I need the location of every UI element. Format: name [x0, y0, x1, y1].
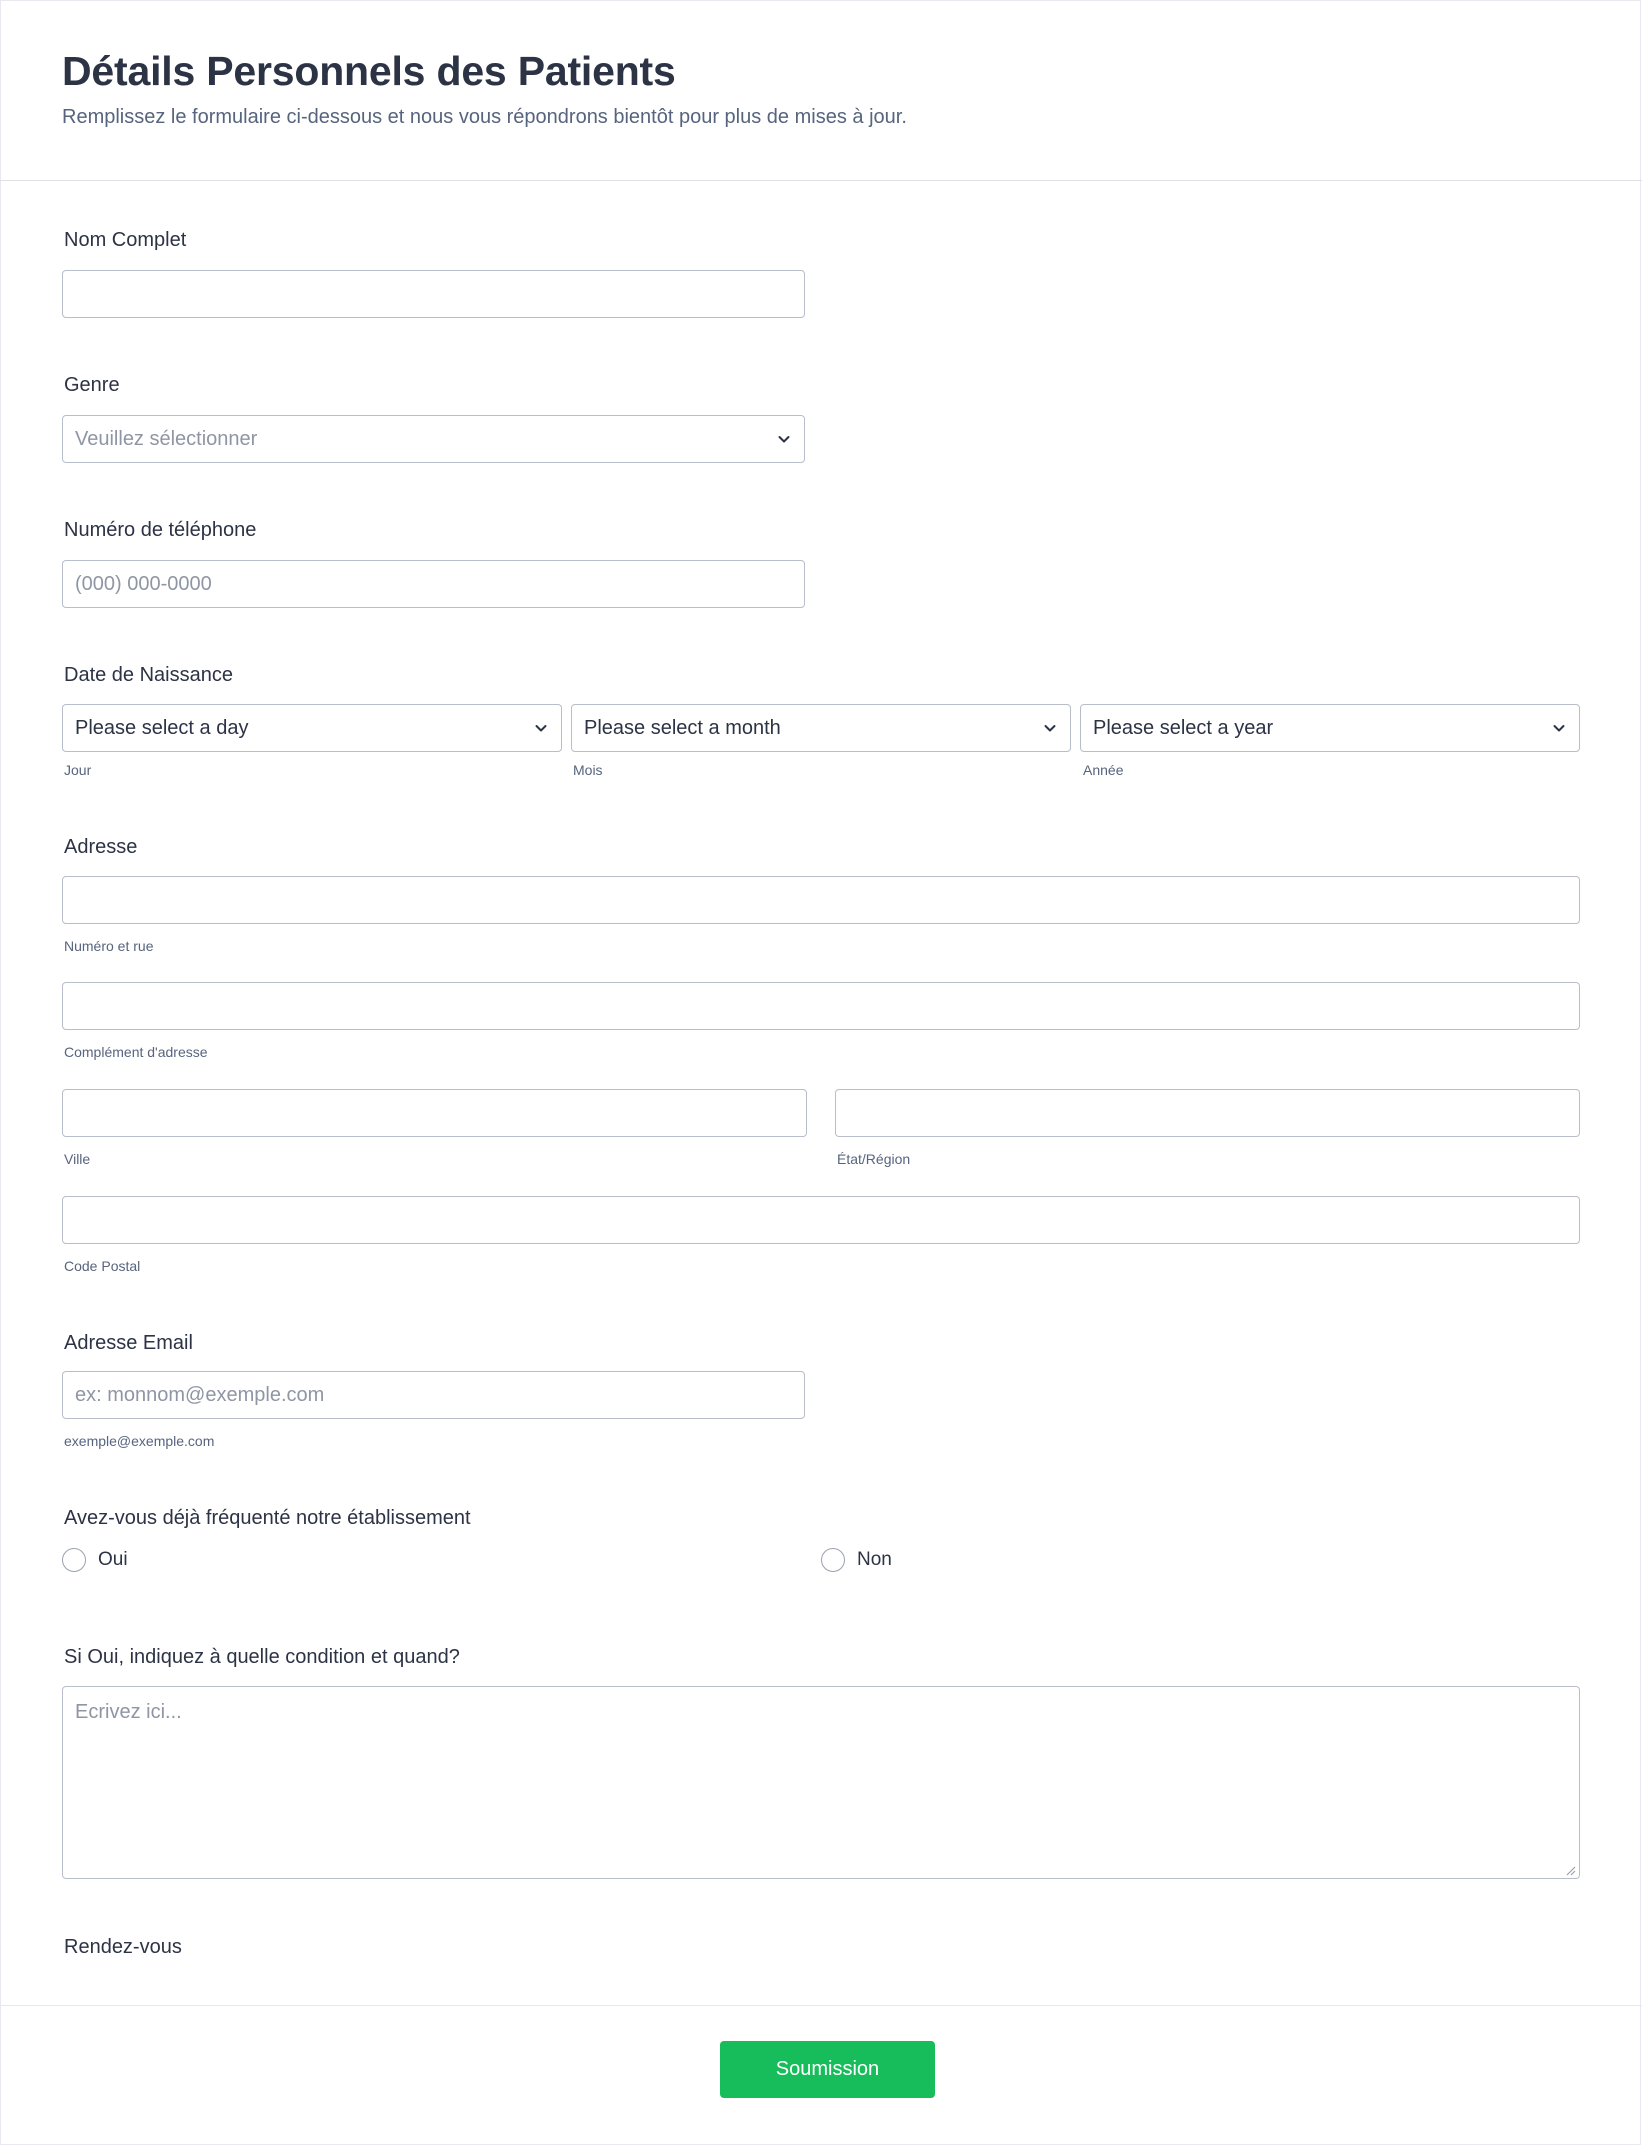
email-sublabel: exemple@exemple.com [64, 1433, 215, 1449]
submit-button[interactable]: Soumission [720, 2041, 935, 2098]
birth-year-sublabel: Année [1083, 762, 1124, 778]
street-address-input[interactable] [62, 876, 1580, 924]
condition-textarea[interactable] [62, 1686, 1580, 1879]
visited-label: Avez-vous déjà fréquenté notre établissement [64, 1507, 471, 1529]
birth-month-value: Please select a month [584, 716, 781, 739]
resize-handle-icon[interactable] [1564, 1864, 1576, 1876]
state-sublabel: État/Région [837, 1151, 911, 1167]
radio-non[interactable] [821, 1548, 845, 1572]
city-sublabel: Ville [64, 1151, 91, 1167]
birth-day-select[interactable] [62, 704, 562, 752]
birth-year-value: Please select a year [1093, 716, 1274, 739]
gender-label: Genre [64, 374, 120, 396]
birth-month-sublabel: Mois [573, 762, 603, 778]
appointment-label: Rendez-vous [64, 1936, 182, 1958]
header-divider [0, 180, 1642, 181]
condition-label: Si Oui, indiquez à quelle condition et quand? [64, 1646, 460, 1668]
state-input[interactable] [835, 1089, 1580, 1137]
address-label: Adresse [64, 836, 138, 858]
address-line2-input[interactable] [62, 982, 1580, 1030]
form-subtitle: Remplissez le formulaire ci-dessous et nous vous répondrons bientôt pour plus de mises à jour. [62, 106, 907, 128]
address-line2-sublabel: Complément d'adresse [64, 1044, 208, 1060]
gender-select-value: Veuillez sélectionner [75, 427, 258, 450]
full-name-input[interactable] [62, 270, 805, 318]
footer-divider [0, 2005, 1642, 2006]
phone-label: Numéro de téléphone [64, 519, 257, 541]
street-address-sublabel: Numéro et rue [64, 938, 154, 954]
city-input[interactable] [62, 1089, 807, 1137]
full-name-label: Nom Complet [64, 229, 187, 251]
birth-day-sublabel: Jour [64, 762, 92, 778]
radio-oui[interactable] [62, 1548, 86, 1572]
chevron-down-icon [1551, 720, 1567, 736]
postal-code-sublabel: Code Postal [64, 1258, 141, 1274]
gender-select[interactable] [62, 415, 805, 463]
chevron-down-icon [533, 720, 549, 736]
postal-code-input[interactable] [62, 1196, 1580, 1244]
birth-year-select[interactable] [1080, 704, 1580, 752]
birth-day-value: Please select a day [75, 716, 249, 739]
email-label: Adresse Email [64, 1332, 193, 1354]
chevron-down-icon [1042, 720, 1058, 736]
phone-input[interactable] [62, 560, 805, 608]
email-input[interactable] [62, 1371, 805, 1419]
form-title: Détails Personnels des Patients [62, 48, 676, 94]
radio-oui-label: Oui [98, 1549, 128, 1570]
radio-non-label: Non [857, 1549, 892, 1570]
birth-month-select[interactable] [571, 704, 1071, 752]
birth-date-label: Date de Naissance [64, 664, 233, 686]
chevron-down-icon [776, 431, 792, 447]
